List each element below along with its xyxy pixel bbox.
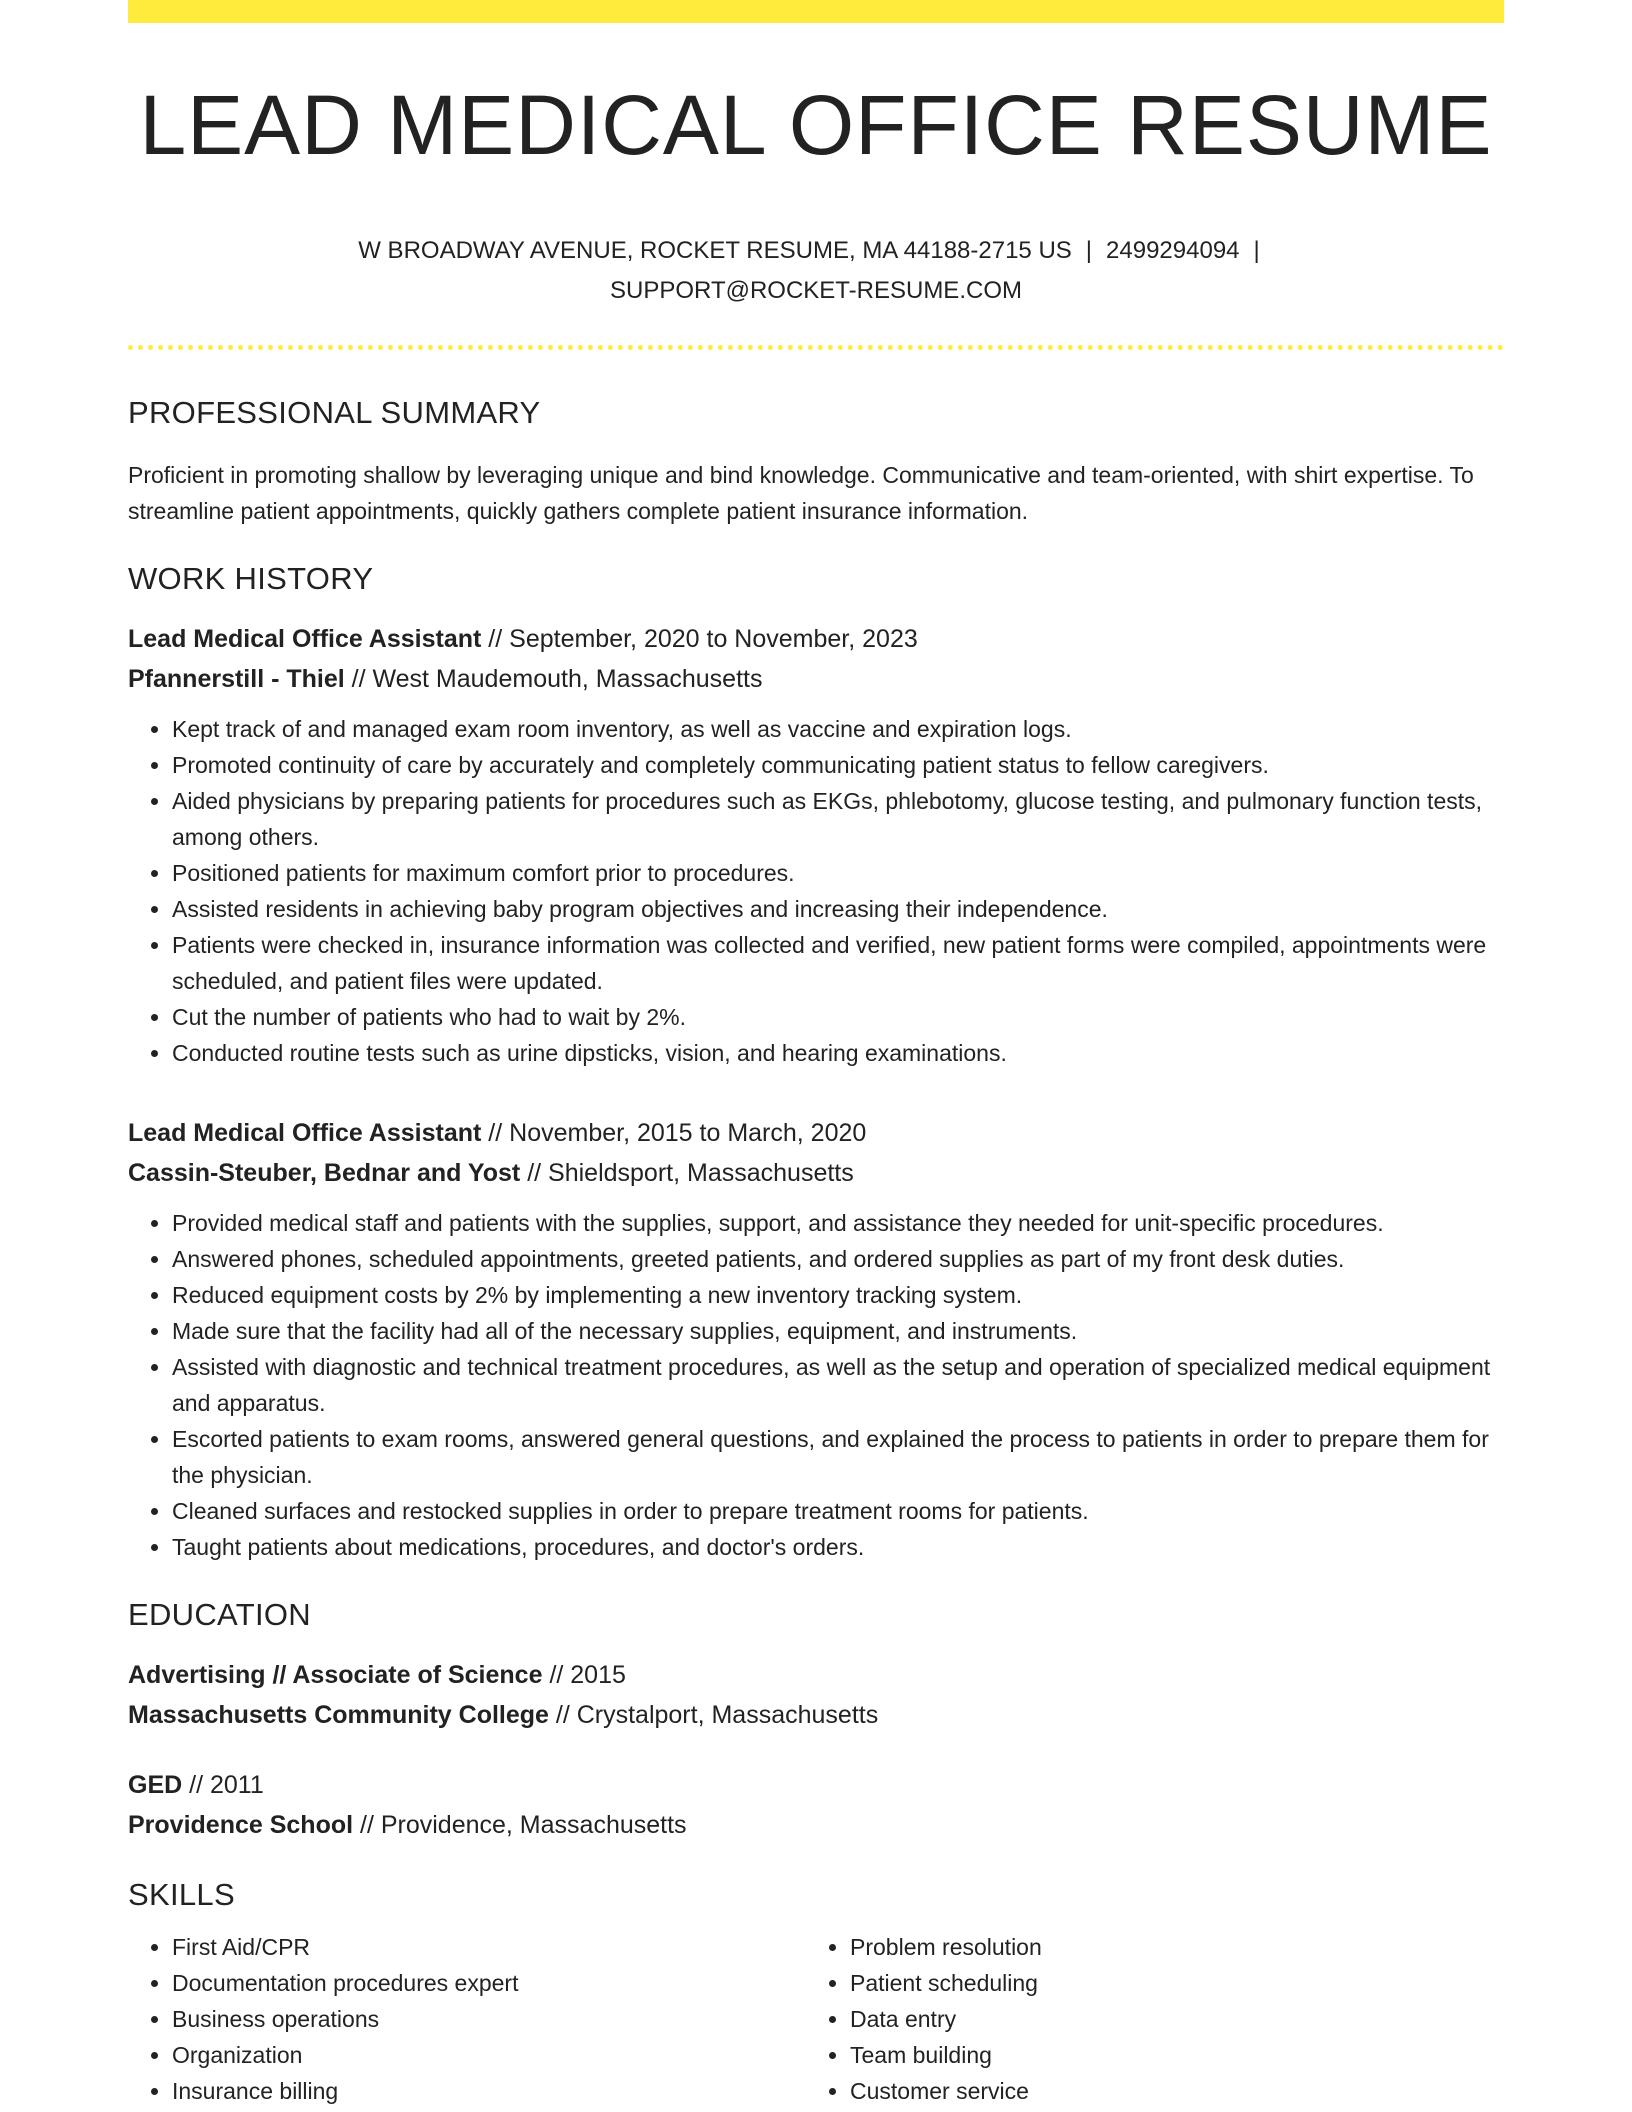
- skill-item: • Patient scheduling: [850, 1965, 1484, 2001]
- education-degree-line: [128, 1655, 1504, 1695]
- skill-item: • First Aid/CPR: [172, 1929, 806, 1965]
- job-bullets: [128, 711, 1504, 1071]
- education-degree: Advertising // Associate of Science: [128, 1661, 543, 1689]
- skills-grid: [128, 1929, 1504, 2109]
- separator: |: [1085, 237, 1093, 264]
- skills-list: [128, 1929, 806, 2109]
- job-position-line: [128, 1113, 1504, 1153]
- section-title-summary: PROFESSIONAL SUMMARY: [128, 395, 541, 430]
- list-item: • Conducted routine tests such as urine dipsticks, vision, and hearing examinations.: [172, 1035, 1504, 1071]
- skills-column-right: [806, 1929, 1484, 2109]
- education-degree-line: [128, 1765, 1504, 1805]
- education-location: // Crystalport, Massachusetts: [548, 1701, 879, 1729]
- skill-item: • Business operations: [172, 2001, 806, 2037]
- list-item: • Made sure that the facility had all of the necessary supplies, equipment, and instruments.: [172, 1313, 1504, 1349]
- skill-item: • Customer service: [850, 2073, 1484, 2109]
- contact-info: [128, 231, 1504, 311]
- list-item: • Taught patients about medications, procedures, and doctor's orders.: [172, 1529, 1504, 1565]
- job-company-line: [128, 659, 1504, 699]
- skill-item: • Data entry: [850, 2001, 1484, 2037]
- list-item: • Answered phones, scheduled appointments, greeted patients, and ordered supplies as part of my front desk duties.: [172, 1241, 1504, 1277]
- section-title-skills: SKILLS: [128, 1877, 235, 1912]
- email: SUPPORT@ROCKET-RESUME.COM: [610, 277, 1022, 304]
- education-school: Providence School: [128, 1811, 354, 1839]
- skill-item: • Documentation procedures expert: [172, 1965, 806, 2001]
- job-location: // West Maudemouth, Massachusetts: [344, 665, 763, 693]
- job-entry: [128, 619, 1504, 1071]
- skills-column-left: [128, 1929, 806, 2109]
- skill-item: • Insurance billing: [172, 2073, 806, 2109]
- list-item: • Aided physicians by preparing patients for procedures such as EKGs, phlebotomy, glucose testing, and pulmonary function tests, among others.: [172, 783, 1504, 855]
- summary-text: Proficient in promoting shallow by leveraging unique and bind knowledge. Communicative and team-oriented, with shirt expertise. To streamline patient appointments, quickly gathers complete patient insurance information.: [128, 462, 1474, 524]
- education-location: // Providence, Massachusetts: [353, 1811, 687, 1839]
- list-item: • Positioned patients for maximum comfort prior to procedures.: [172, 855, 1504, 891]
- list-item: • Cleaned surfaces and restocked supplies in order to prepare treatment rooms for patients.: [172, 1493, 1504, 1529]
- list-item: • Assisted residents in achieving baby program objectives and increasing their independence.: [172, 891, 1504, 927]
- section-title-education: EDUCATION: [128, 1597, 311, 1632]
- job-dates: // September, 2020 to November, 2023: [481, 625, 918, 653]
- dotted-divider: [128, 345, 1504, 350]
- resume-title: LEAD MEDICAL OFFICE RESUME: [139, 78, 1493, 172]
- list-item: • Escorted patients to exam rooms, answered general questions, and explained the process to patients in order to prepare them for the physician.: [172, 1421, 1504, 1493]
- education-entry: [128, 1765, 1504, 1845]
- list-item: • Kept track of and managed exam room inventory, as well as vaccine and expiration logs.: [172, 711, 1504, 747]
- job-bullets: [128, 1205, 1504, 1565]
- list-item: • Patients were checked in, insurance information was collected and verified, new patient forms were compiled, appointments were scheduled, and patient files were updated.: [172, 927, 1504, 999]
- education-year: // 2011: [182, 1771, 264, 1799]
- skill-item: • Problem resolution: [850, 1929, 1484, 1965]
- job-company-line: [128, 1153, 1504, 1193]
- skills-list: [806, 1929, 1484, 2109]
- job-position-line: [128, 619, 1504, 659]
- education-school-line: [128, 1805, 1504, 1845]
- top-accent-bar: [128, 0, 1504, 23]
- education-entry: [128, 1655, 1504, 1735]
- education-school-line: [128, 1695, 1504, 1735]
- skill-item: • Team building: [850, 2037, 1484, 2073]
- skill-item: • Organization: [172, 2037, 806, 2073]
- list-item: • Promoted continuity of care by accurately and completely communicating patient status to fellow caregivers.: [172, 747, 1504, 783]
- resume-page: [128, 0, 1504, 2109]
- job-company: Cassin-Steuber, Bednar and Yost: [128, 1159, 521, 1187]
- list-item: • Assisted with diagnostic and technical treatment procedures, as well as the setup and operation of specialized medical equipment and apparatus.: [172, 1349, 1504, 1421]
- job-position: Lead Medical Office Assistant: [128, 625, 482, 653]
- section-title-work-history: WORK HISTORY: [128, 561, 374, 596]
- address: W BROADWAY AVENUE, ROCKET RESUME, MA 44188-2715 US: [358, 237, 1072, 264]
- job-location: // Shieldsport, Massachusetts: [520, 1159, 854, 1187]
- list-item: • Reduced equipment costs by 2% by implementing a new inventory tracking system.: [172, 1277, 1504, 1313]
- job-dates: // November, 2015 to March, 2020: [481, 1119, 867, 1147]
- contact-line-1: [128, 231, 1504, 271]
- list-item: • Provided medical staff and patients with the supplies, support, and assistance they needed for unit-specific procedures.: [172, 1205, 1504, 1241]
- job-position: Lead Medical Office Assistant: [128, 1119, 482, 1147]
- phone: 2499294094: [1106, 237, 1240, 264]
- job-entry: [128, 1113, 1504, 1565]
- education-year: // 2015: [542, 1661, 626, 1689]
- education-school: Massachusetts Community College: [128, 1701, 549, 1729]
- job-company: Pfannerstill - Thiel: [128, 665, 345, 693]
- contact-line-2: [128, 271, 1504, 311]
- separator: |: [1253, 237, 1260, 264]
- list-item: • Cut the number of patients who had to wait by 2%.: [172, 999, 1504, 1035]
- education-degree: GED: [128, 1771, 183, 1799]
